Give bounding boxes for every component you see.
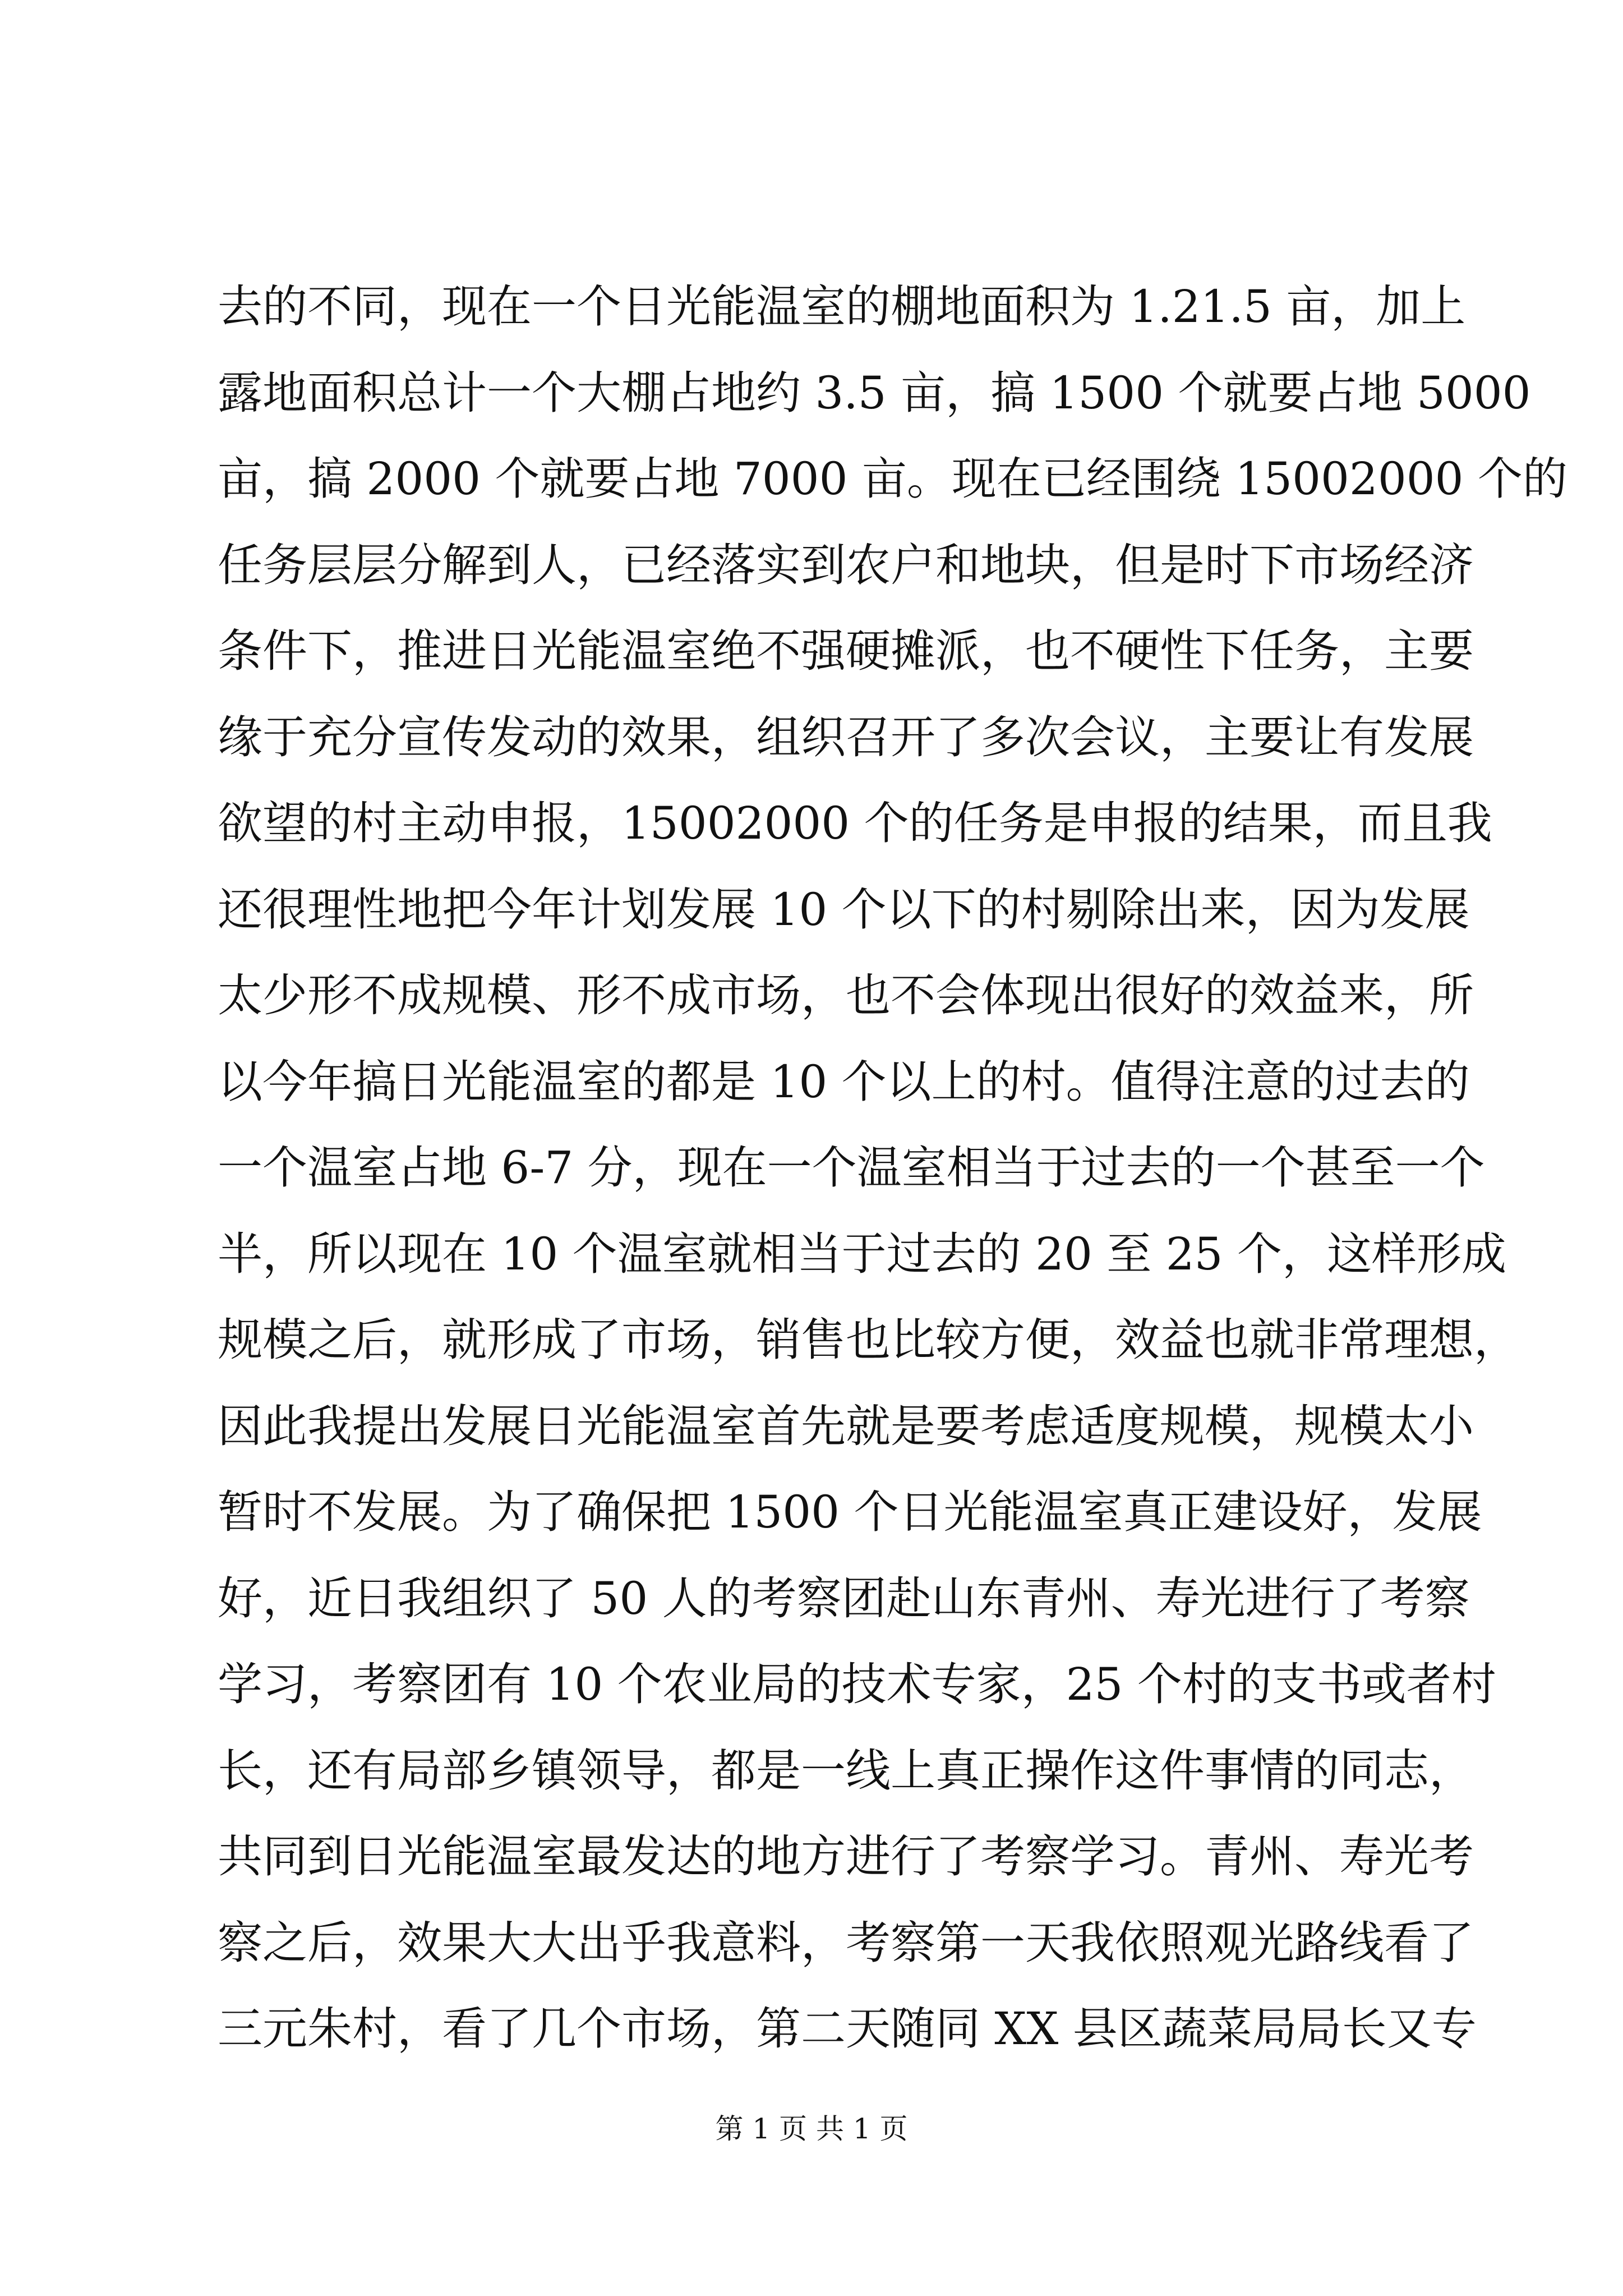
text-line: 亩，搞 2000 个就要占地 7000 亩。现在已经围绕 15002000 个的: [218, 453, 1567, 505]
text-line: 太少形不成规模、形不成市场，也不会体现出很好的效益来，所: [218, 969, 1474, 1022]
text-line: 以今年搞日光能温室的都是 10 个以上的村。值得注意的过去的: [218, 1055, 1470, 1108]
text-line: 因此我提出发展日光能温室首先就是要考虑适度规模，规模太小: [218, 1400, 1474, 1452]
text-line: 三元朱村，看了几个市场，第二天随同 XX 县区蔬菜局局长又专: [218, 2003, 1477, 2055]
text-line: 任务层层分解到人，已经落实到农户和地块，但是时下市场经济: [218, 539, 1474, 591]
text-line: 去的不同，现在一个日光能温室的棚地面积为 1.21.5 亩，加上: [218, 280, 1466, 333]
text-line: 缘于充分宣传发动的效果，组织召开了多次会议，主要让有发展: [218, 711, 1474, 763]
text-line: 规模之后，就形成了市场，销售也比较方便，效益也就非常理想，: [218, 1314, 1519, 1366]
text-line: 还很理性地把今年计划发展 10 个以下的村剔除出来，因为发展: [218, 883, 1470, 936]
text-line: 条件下，推进日光能温室绝不强硬摊派，也不硬性下任务，主要: [218, 625, 1474, 677]
text-line: 好，近日我组织了 50 人的考察团赴山东青州、寿光进行了考察: [218, 1572, 1470, 1625]
page-footer: 第 1 页 共 1 页: [715, 2113, 908, 2145]
text-line: 一个温室占地 6-7 分，现在一个温室相当于过去的一个甚至一个: [218, 1142, 1485, 1194]
text-line: 共同到日光能温室最发达的地方进行了考察学习。青州、寿光考: [218, 1830, 1474, 1883]
text-line: 暂时不发展。为了确保把 1500 个日光能温室真正建设好，发展: [218, 1486, 1482, 1538]
body-text: [218, 264, 1567, 2072]
text-line: 欲望的村主动申报，15002000 个的任务是申报的结果，而且我: [218, 797, 1492, 849]
text-line: 察之后，效果大大出乎我意料，考察第一天我依照观光路线看了: [218, 1916, 1474, 1969]
text-line: 学习，考察团有 10 个农业局的技术专家，25 个村的支书或者村: [218, 1658, 1496, 1710]
text-line: 露地面积总计一个大棚占地约 3.5 亩，搞 1500 个就要占地 5000: [218, 366, 1531, 419]
text-line: 长，还有局部乡镇领导，都是一线上真正操作这件事情的同志，: [218, 1744, 1474, 1797]
text-line: 半，所以现在 10 个温室就相当于过去的 20 至 25 个，这样形成: [218, 1227, 1506, 1280]
